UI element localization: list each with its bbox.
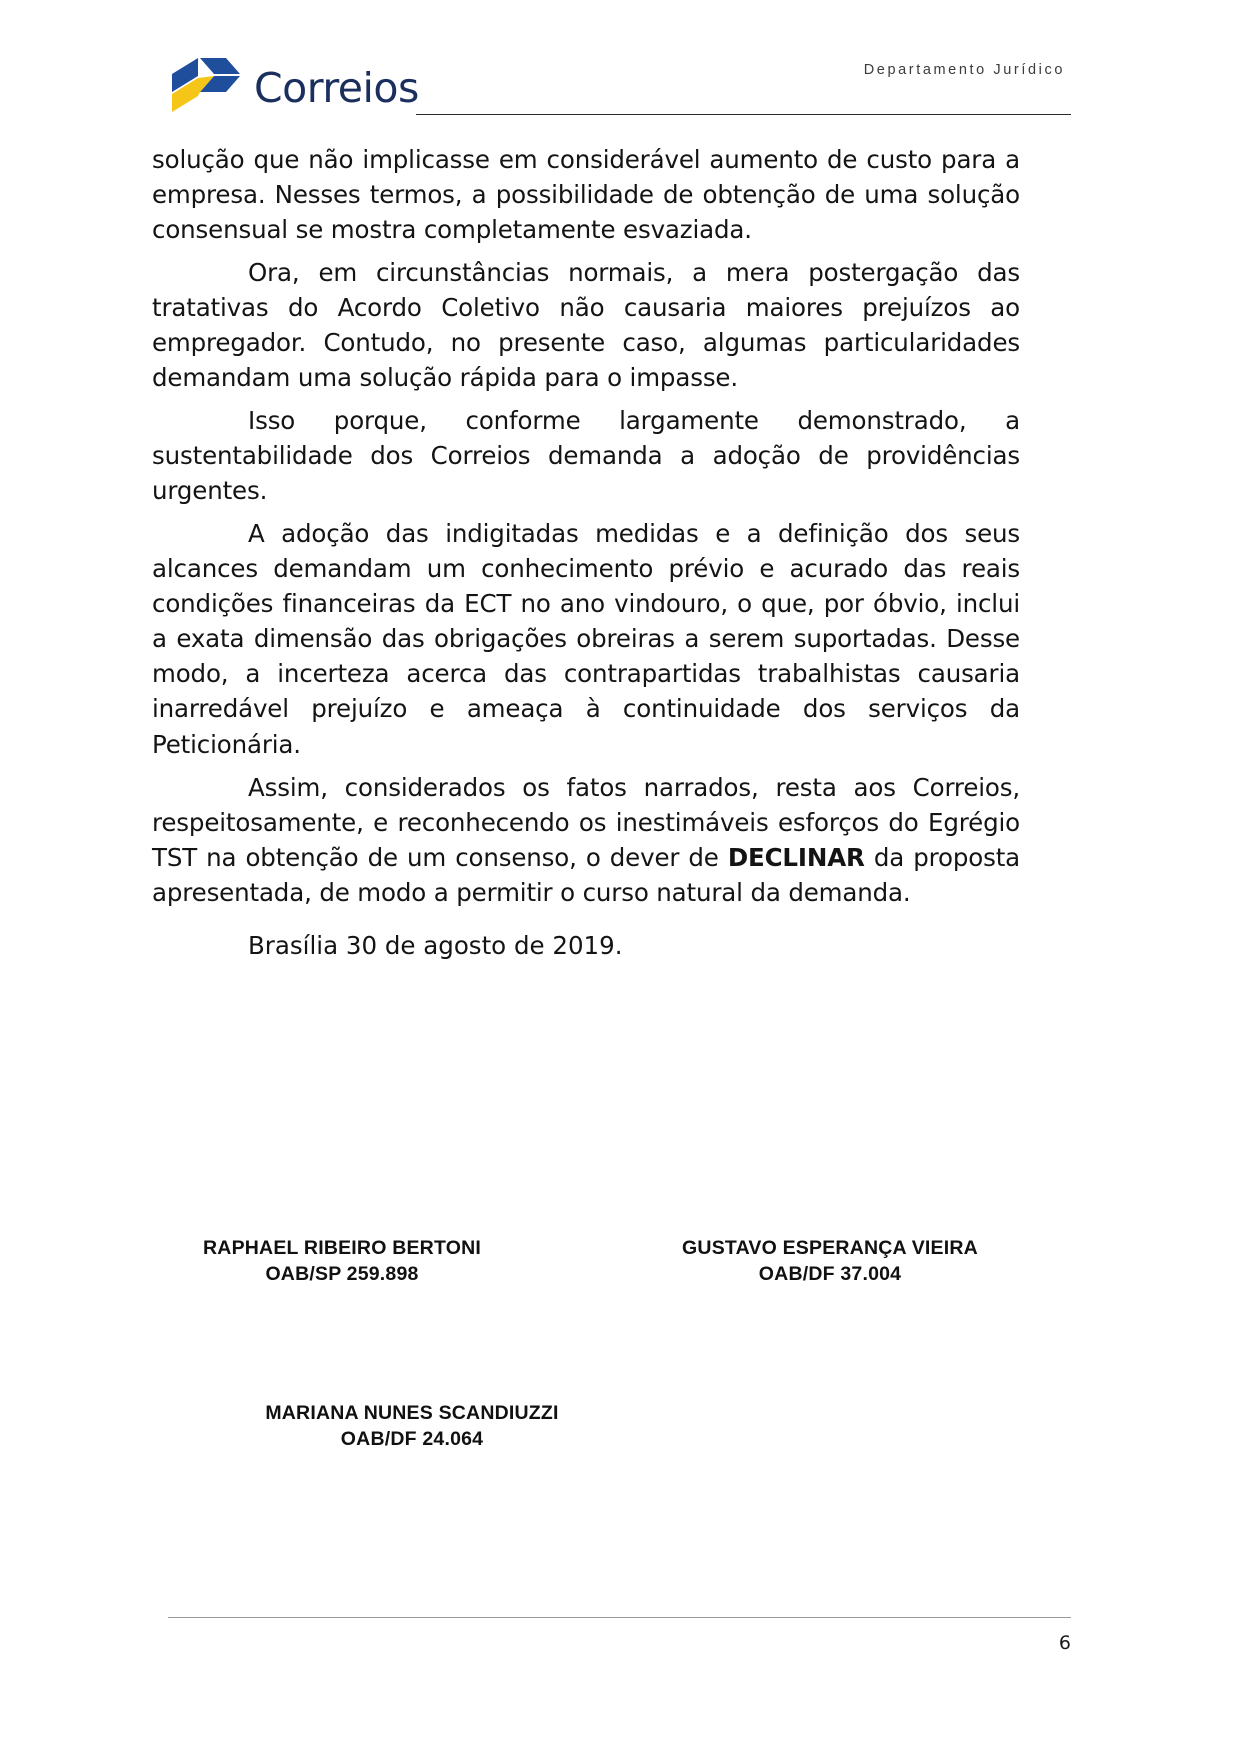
footer-divider: [168, 1617, 1071, 1618]
page-number: 6: [1058, 1632, 1071, 1654]
date-line: Brasília 30 de agosto de 2019.: [248, 930, 623, 960]
signature-oab: OAB/DF 37.004: [758, 1263, 902, 1286]
signature-oab: OAB/DF 24.064: [340, 1427, 484, 1450]
signature-row-1: [152, 1235, 1020, 1288]
signature-row-2: [152, 1400, 1020, 1453]
header-divider: [416, 114, 1071, 115]
correios-logo: [168, 54, 419, 116]
department-label: Departamento Jurídico: [863, 62, 1065, 78]
paragraph-5-after: da proposta apresentada, de modo a permitir o curso natural da demanda.: [152, 842, 1021, 907]
signature-name: MARIANA NUNES SCANDIUZZI: [265, 1401, 559, 1424]
paragraph-5: [152, 770, 1020, 910]
paragraph-3: Isso porque, conforme largamente demonstrado, a sustentabilidade dos Correios demanda a adoção de providências urgentes.: [152, 406, 1020, 506]
signature-name: RAPHAEL RIBEIRO BERTONI: [203, 1237, 481, 1259]
signature-oab: OAB/SP 259.898: [265, 1263, 419, 1286]
signature-area: [152, 1235, 1020, 1452]
signature-block-gustavo: [640, 1235, 1020, 1288]
correios-logo-text: Correios: [254, 63, 419, 112]
signature-block-raphael: [152, 1235, 532, 1288]
correios-logo-icon: [168, 54, 244, 116]
page-header: [168, 52, 1071, 132]
paragraph-1: solução que não implicasse em considerável aumento de custo para a empresa. Nesses termos, a possibilidade de obtenção de uma solução consensual se mostra completamente esvaziada.: [152, 145, 1020, 245]
paragraph-5-before: Assim, considerados os fatos narrados, resta aos Correios, respeitosamente, e reconhecendo os inestimáveis esforços do Egrégio TST na obtenção de um consenso, o dever de: [152, 772, 1020, 872]
declinar-emphasis: DECLINAR: [727, 842, 865, 872]
document-body: [152, 142, 1020, 963]
signature-name: GUSTAVO ESPERANÇA VIEIRA: [682, 1237, 978, 1259]
paragraph-2: Ora, em circunstâncias normais, a mera postergação das tratativas do Acordo Coletivo não causaria maiores prejuízos ao empregador. Contudo, no presente caso, algumas particularidades demandam uma solução rápida para o impasse.: [152, 258, 1020, 393]
paragraph-4: A adoção das indigitadas medidas e a definição dos seus alcances demandam um conhecimento prévio e acurado das reais condições financeiras da ECT no ano vindouro, o que, por óbvio, inclui a exata dimensão das obrigações obreiras a serem suportadas. Desse modo, a incerteza acerca das contrapartidas trabalhistas causaria inarredável prejuízo e ameaça à continuidade dos serviços da Peticionária.: [152, 519, 1020, 759]
signature-block-mariana: [152, 1400, 672, 1453]
